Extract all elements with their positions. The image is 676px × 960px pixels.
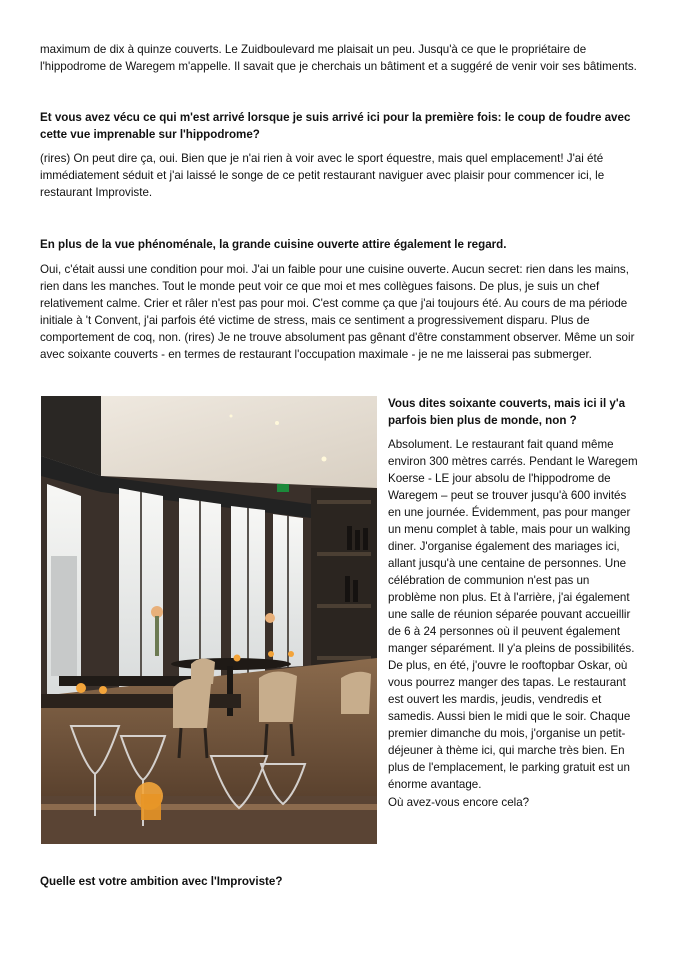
paragraph-intro: maximum de dix à quinze couverts. Le Zuidboulevard me plaisait un peu. Jusqu'à ce que le propriétaire de l'hippodrome de Waregem m'appelle. Il savait que je cherchais un bâtiment et a suggéré de venir voir ses bâtiments. (40, 43, 637, 73)
question-soixante-couverts: Vous dites soixante couverts, mais ici il y'a parfois bien plus de monde, non ? (388, 397, 626, 427)
answer-cuisine-ouverte: Oui, c'était aussi une condition pour moi. J'ai un faible pour une cuisine ouverte. Aucun secret: rien dans les mains, rien dans les manches. Tout le monde peut voir ce que moi et mes collègues faisons. De plus, je suis un chef relativement calme. Crier et râler n'est pas pour moi. C'est comme ça que j'ai toujours été. Au cours de ma période initiale à 't Convent, j'ai parfois été victime de stress, mais ce sentiment a progressivement disparu. Plus de comportement de coq, non. (rires) Je ne trouve absolument pas gênant d'être constamment observer. Même un soir avec soixante couverts - en termes de restaurant l'occupation maximale - je ne me laisserai pas submerger. (40, 263, 635, 361)
question-ambition: Quelle est votre ambition avec l'Improviste? (40, 875, 283, 888)
question-cuisine-ouverte: En plus de la vue phénoménale, la grande cuisine ouverte attire également le regard. (40, 238, 507, 251)
answer-coup-de-foudre: (rires) On peut dire ça, oui. Bien que je n'ai rien à voir avec le sport équestre, mais quel emplacement! J'ai été immédiatement séduit et j'ai laissé le songe de ce petit restaurant naviguer avec plaisir pour commencer ici, le restaurant Improviste. (40, 152, 605, 199)
answer-soixante-couverts: Absolument. Le restaurant fait quand même environ 300 mètres carrés. Pendant le Waregem Koerse - LE jour absolu de l'hippodrome de Waregem – peut se trouver jusqu'à 600 invités en une journée. Évidemment, pas pour manger un menu complet à table, mais pour un walking diner. J'organise également des mariages ici, allant jusqu'à une centaine de personnes. Une célébration de communion n'est pas un problème non plus. Et à l'arrière, j'ai également une salle de réunion séparée pouvant accueillir de 6 à 24 personnes où il peuvent également manger séparément. Il y'a pleins de possibilités. De plus, en été, j'ouvre le rooftopbar Oskar, où vous pourrez manger des tapas. Le restaurant est ouvert les mardis, jeudis, vendredis et samedis. Aussi bien le midi que le soir. Chaque premier dimanche du mois, j'organise un petit-déjeuner à thème ici, qui marche très bien. En plus de l'emplacement, le parking gratuit est un énorme avantage. (388, 438, 638, 791)
question-ou-encore: Où avez-vous encore cela? (388, 796, 530, 809)
restaurant-interior-photo (41, 396, 377, 844)
question-coup-de-foudre: Et vous avez vécu ce qui m'est arrivé lorsque je suis arrivé ici pour la première fois: le coup de foudre avec cette vue imprenable sur l'hippodrome? (40, 111, 631, 141)
